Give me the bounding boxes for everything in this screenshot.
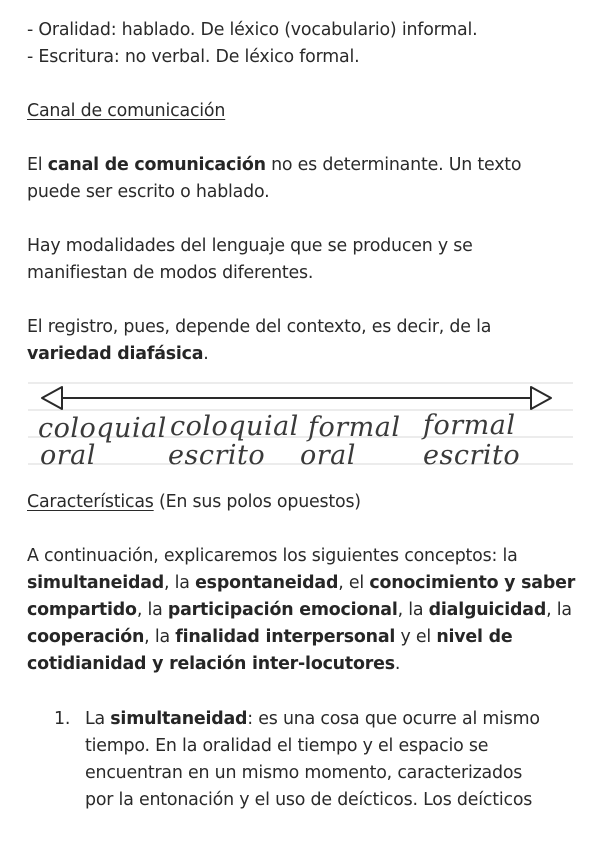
double-arrow-icon <box>42 387 551 409</box>
caracteristicas-heading: Características <box>27 492 154 512</box>
list-item-line-1: La simultaneidad: es una cosa que ocurre al mismo <box>85 709 540 729</box>
conceptos-line-3: compartido, la participación emocional, la dialguicidad, la <box>27 600 572 620</box>
scale-label-oral-1: oral <box>40 440 96 470</box>
scale-label-escrito-1: escrito <box>168 440 266 470</box>
canal-paragraph-line-2: puede ser escrito o hablado. <box>27 182 270 202</box>
simultaneidad-term: simultaneidad <box>110 709 248 729</box>
caracteristicas-heading-line: Características (En sus polos opuestos) <box>27 492 361 512</box>
modalidades-line-2: manifiestan de modos diferentes. <box>27 263 314 283</box>
canal-term: canal de comunicación <box>47 155 266 175</box>
scale-label-formal-escrito-top: formal <box>423 410 516 441</box>
conceptos-line-4: cooperación, la finalidad interpersonal y el nivel de <box>27 627 513 647</box>
scale-label-coloquial-escrito-top: coloquial <box>170 411 299 442</box>
scale-label-coloquial-oral-top: coloquial <box>38 413 167 444</box>
list-item-number: 1. <box>54 709 71 729</box>
registro-line-2: variedad diafásica. <box>27 344 209 364</box>
scale-label-oral-2: oral <box>300 440 356 470</box>
canal-paragraph-line-1: El canal de comunicación no es determinante. Un texto <box>27 155 522 175</box>
escritura-line: - Escritura: no verbal. De léxico formal. <box>27 47 360 67</box>
scale-label-escrito-2: escrito <box>423 440 521 470</box>
list-item-line-4: por la entonación y el uso de deícticos. Los deícticos <box>85 790 533 810</box>
registro-line-1: El registro, pues, depende del contexto, es decir, de la <box>27 317 492 337</box>
variedad-term: variedad diafásica <box>27 344 204 364</box>
conceptos-line-1: A continuación, explicaremos los siguientes conceptos: la <box>27 546 518 566</box>
list-item-line-2: tiempo. En la oralidad el tiempo y el espacio se <box>85 736 489 756</box>
register-scale-sketch <box>28 382 573 470</box>
conceptos-line-2: simultaneidad, la espontaneidad, el conocimiento y saber <box>27 573 576 593</box>
list-item-line-3: encuentran en un mismo momento, caracterizados <box>85 763 523 783</box>
canal-heading: Canal de comunicación <box>27 101 226 121</box>
scale-label-formal-oral-top: formal <box>308 412 401 443</box>
oralidad-line: - Oralidad: hablado. De léxico (vocabulario) informal. <box>27 20 478 40</box>
conceptos-line-5: cotidianidad y relación inter-locutores. <box>27 654 401 674</box>
modalidades-line-1: Hay modalidades del lenguaje que se producen y se <box>27 236 473 256</box>
